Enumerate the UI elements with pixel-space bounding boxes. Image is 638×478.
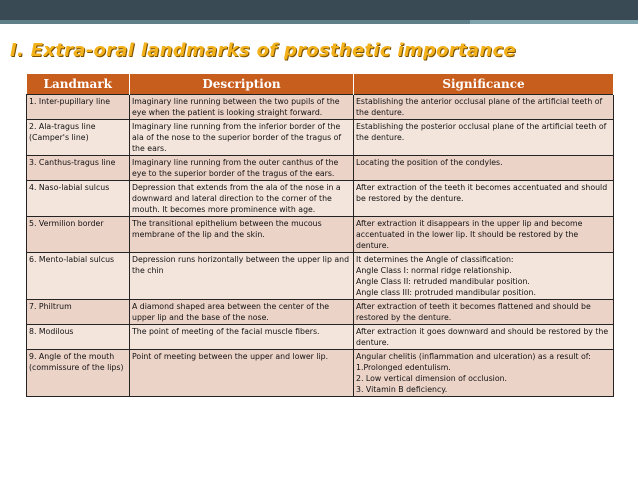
slide-header-accent-right [470,20,638,24]
significance-cell [354,350,614,397]
description-cell: The point of meeting of the facial muscle fibers. [130,325,354,350]
significance-cell [354,325,614,350]
table-header [27,74,614,95]
significance-line: After extraction it goes downward and should be restored by the denture. [356,327,609,347]
header-landmark: Landmark [27,74,130,95]
table-body [27,95,614,397]
landmarks-table-container [26,74,613,397]
landmark-cell: 3. Canthus-tragus line [27,156,130,181]
table-row [27,156,614,181]
significance-cell [354,156,614,181]
landmark-cell: 6. Mento-labial sulcus [27,253,130,300]
slide-header-accent-left [0,20,470,24]
table-row [27,217,614,253]
table-row [27,181,614,217]
slide-title: I. Extra-oral landmarks of prosthetic importance [10,40,516,61]
description-cell: Imaginary line running from the outer canthus of the eye to the superior border of the tragus of the ears. [130,156,354,181]
description-cell: The transitional epithelium between the mucous membrane of the lip and the skin. [130,217,354,253]
significance-cell [354,120,614,156]
description-cell: Imaginary line running from the inferior border of the ala of the nose to the superior border of the tragus of the ears. [130,120,354,156]
table-row [27,325,614,350]
significance-line: Angle class III: protruded mandibular position. [356,288,536,297]
header-row [27,74,614,95]
landmark-cell: 2. Ala-tragus line (Camper's line) [27,120,130,156]
significance-line: After extraction of teeth it becomes flattened and should be restored by the denture. [356,302,591,322]
significance-line: Establishing the anterior occlusal plane of the artificial teeth of the denture. [356,97,603,117]
significance-line: Angular chelitis (inflammation and ulceration) as a result of: [356,352,591,361]
significance-line: Angle Class I: normal ridge relationship. [356,266,512,275]
table-row [27,95,614,120]
table-row [27,300,614,325]
significance-cell [354,217,614,253]
landmark-cell: 4. Naso-labial sulcus [27,181,130,217]
description-cell: Depression runs horizontally between the upper lip and the chin [130,253,354,300]
landmark-cell: 1. Inter-pupillary line [27,95,130,120]
significance-line: After extraction of the teeth it becomes accentuated and should be restored by the denture. [356,183,608,203]
significance-cell [354,253,614,300]
landmark-cell: 8. Modilous [27,325,130,350]
significance-line: Establishing the posterior occlusal plane of the artificial teeth of the denture. [356,122,607,142]
significance-line: 1.Prolonged edentulism. [356,363,451,372]
significance-cell [354,95,614,120]
significance-line: Angle Class II: retruded mandibular position. [356,277,530,286]
table-row [27,253,614,300]
description-cell: Imaginary line running between the two pupils of the eye when the patient is looking straight forward. [130,95,354,120]
table-row [27,350,614,397]
significance-cell [354,300,614,325]
significance-cell [354,181,614,217]
description-cell: Depression that extends from the ala of the nose in a downward and lateral direction to the corner of the mouth. It becomes more prominence with age. [130,181,354,217]
significance-line: It determines the Angle of classification: [356,255,514,264]
landmarks-table [26,74,614,397]
significance-line: Locating the position of the condyles. [356,158,503,167]
description-cell: Point of meeting between the upper and lower lip. [130,350,354,397]
landmark-cell: 7. Philtrum [27,300,130,325]
table-row [27,120,614,156]
landmark-cell: 5. Vermilion border [27,217,130,253]
significance-line: After extraction it disappears in the upper lip and become accentuated in the lower lip. It should be restored by the denture. [356,219,583,250]
slide-header-bar [0,0,638,20]
significance-line: 3. Vitamin B deficiency. [356,385,448,394]
header-significance: Significance [354,74,614,95]
description-cell: A diamond shaped area between the center of the upper lip and the base of the nose. [130,300,354,325]
significance-line: 2. Low vertical dimension of occlusion. [356,374,508,383]
landmark-cell: 9. Angle of the mouth (commissure of the lips) [27,350,130,397]
header-description: Description [130,74,354,95]
